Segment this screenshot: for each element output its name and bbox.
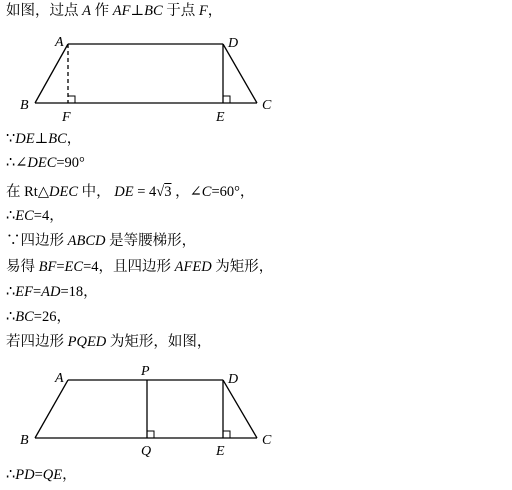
text-line-6 [6, 232, 196, 250]
label-B: B [20, 98, 29, 113]
text: 为矩形， [211, 259, 274, 275]
therefore-angle: ∴∠ [6, 155, 28, 171]
text: ， [66, 131, 82, 147]
text: ，∠ [171, 184, 202, 200]
text: ， [62, 467, 77, 483]
text: 若四边形 [6, 334, 68, 350]
text: =26， [33, 309, 71, 325]
text: 如图，过点 [6, 3, 83, 19]
text: =4，且四边形 [83, 259, 175, 275]
segment-name: EC [64, 259, 84, 275]
quadrilateral-name: ABCD [67, 233, 106, 249]
text: 在 Rt△ [6, 184, 49, 200]
text-line-8 [6, 283, 98, 301]
text: ∵四边形 [6, 233, 68, 249]
quadrilateral-name: PQED [67, 334, 107, 350]
segment-name: EC [15, 208, 34, 224]
point-name: A [82, 3, 91, 19]
segment-name: DE [114, 184, 134, 200]
segment-DC [223, 380, 257, 438]
segment-name: PD [15, 467, 35, 483]
label-P: P [141, 364, 150, 379]
perp-symbol: ⊥ [34, 131, 49, 147]
segment-name: AD [41, 284, 61, 300]
text-line-7 [6, 258, 273, 276]
text: = [32, 284, 42, 300]
text-line-10 [6, 333, 211, 351]
angle-name: DEC [27, 155, 57, 171]
text: = [34, 467, 43, 483]
text-line-4 [6, 183, 254, 201]
because-symbol: ∵ [6, 131, 16, 147]
segment-AB [35, 380, 68, 438]
text-line-2 [6, 130, 81, 148]
text: 是等腰梯形， [105, 233, 197, 249]
therefore-symbol: ∴ [6, 467, 16, 483]
segment-name: BF [38, 259, 57, 275]
text-line-11 [6, 466, 77, 484]
text: =4， [33, 208, 64, 224]
text: 易得 [6, 259, 39, 275]
segment-name: QE [42, 467, 63, 483]
label-D: D [228, 36, 239, 51]
text: 作 [90, 3, 113, 19]
text: 中， [77, 184, 115, 200]
segment-name: DE [15, 131, 35, 147]
text: =60°， [211, 184, 255, 200]
segment-name: EF [15, 284, 33, 300]
text-line-9 [6, 308, 71, 326]
segment-name: BC [15, 309, 34, 325]
right-angle-mark-E [223, 431, 230, 438]
text: ， [207, 3, 223, 19]
triangle-name: DEC [48, 184, 78, 200]
label-C: C [262, 433, 272, 448]
segment-name: BC [48, 131, 67, 147]
label-F: F [62, 110, 71, 125]
text: = 4 [133, 184, 157, 200]
angle-name: C [201, 184, 212, 200]
segment-name: BC [144, 3, 163, 19]
sqrt-radicand: 3 [164, 184, 172, 200]
therefore-symbol: ∴ [6, 309, 16, 325]
point-name: F [198, 3, 208, 19]
text: 为矩形，如图， [106, 334, 212, 350]
text: 于点 [162, 3, 199, 19]
text-line-1 [6, 2, 222, 20]
label-B: B [20, 433, 29, 448]
perp-symbol: ⊥ [130, 3, 145, 19]
label-A: A [55, 35, 64, 50]
label-E: E [216, 444, 225, 458]
label-Q: Q [141, 444, 152, 458]
sqrt-symbol: √ [156, 184, 165, 200]
quadrilateral-name: AFED [174, 259, 212, 275]
label-C: C [262, 98, 272, 113]
text-line-3 [6, 154, 85, 172]
label-E: E [216, 110, 225, 125]
right-angle-mark-E [223, 96, 230, 103]
trapezoid-figure-2 [0, 360, 512, 458]
therefore-symbol: ∴ [6, 284, 16, 300]
label-D: D [228, 372, 239, 387]
text: = [56, 259, 65, 275]
therefore-symbol: ∴ [6, 208, 16, 224]
text: =90° [56, 155, 85, 171]
text-line-5 [6, 207, 64, 225]
trapezoid-figure-1 [0, 28, 512, 126]
right-angle-mark-F [68, 96, 75, 103]
text: =18， [60, 284, 98, 300]
label-A: A [55, 371, 64, 386]
segment-name: AF [112, 3, 131, 19]
segment-DC [223, 44, 257, 103]
right-angle-mark-Q [147, 431, 154, 438]
segment-AB [35, 44, 68, 103]
